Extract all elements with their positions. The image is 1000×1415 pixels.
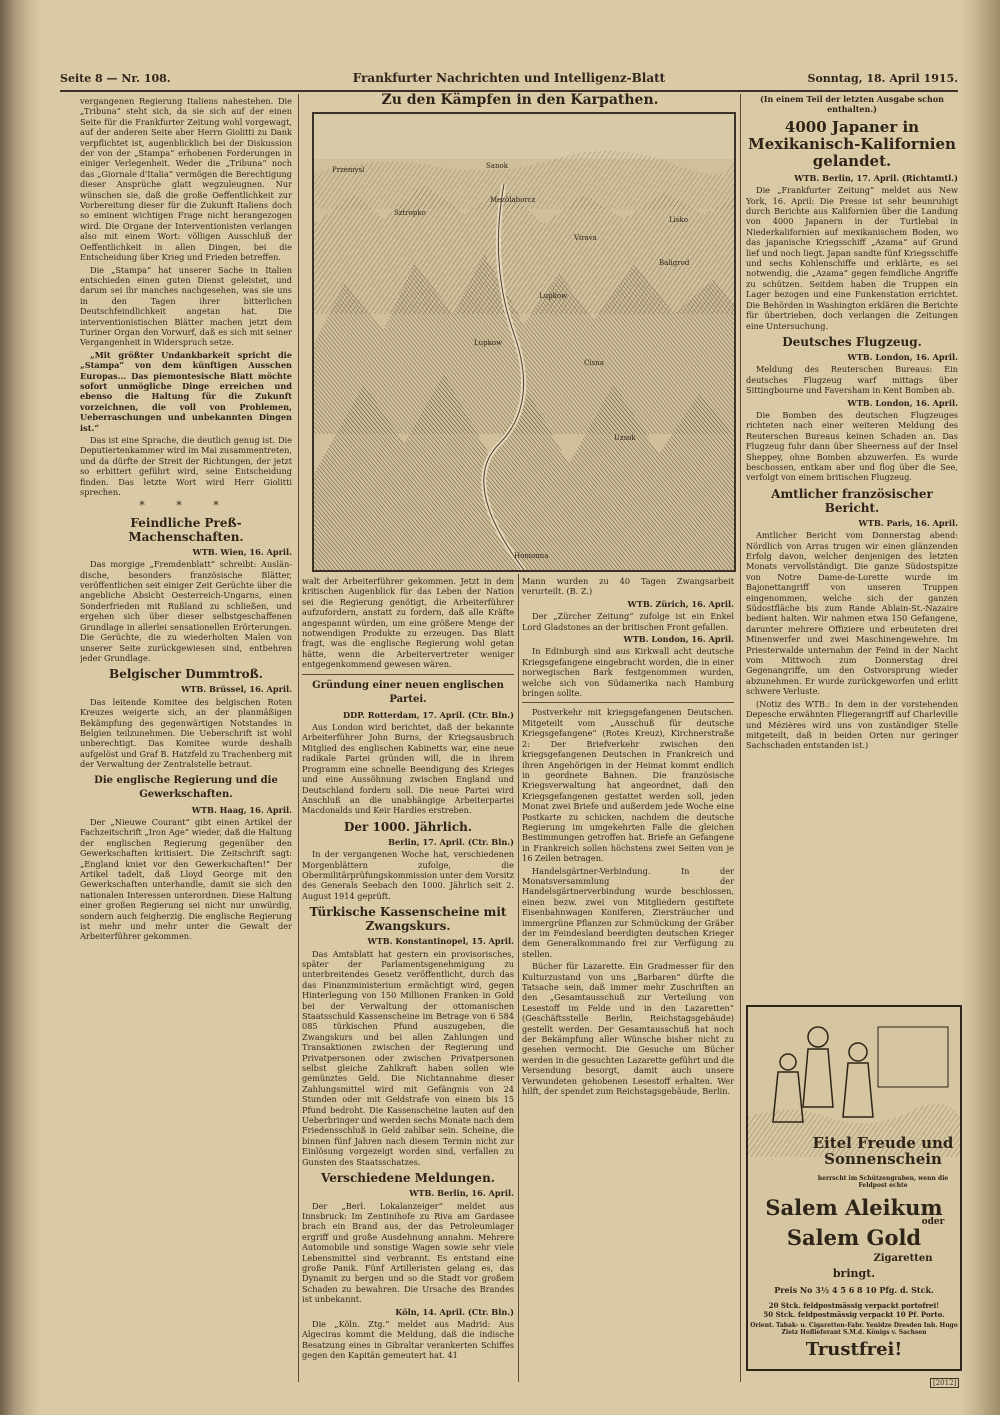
- article-text: Postverkehr mit kriegsgefangenen Deutschen. Mitgeteilt vom „Ausschuß für deutsche Kriegsgefangene“ (Rotes Kreuz), Kirchnerstraße 2: Der Briefverkehr zwischen den kriegsgefangenen Deutschen in Frankreich und ihren Angehörigen in der Heimat kommt endlich in geordnete Bahnen. Die französische Kriegsverwaltung hat angeordnet, daß den Kriegsgefangenen gestattet werden soll, jeden Monat zwei Briefe und außerdem jede Woche eine Postkarte zu schicken, nachdem die deutsche Regierung im umgekehrten Falle die gleichen Bestimmungen getroffen hat. Briefe an Gefangene in Frankreich sollen höchstens zwei Seiten von je 16 Zeilen betragen.: [522, 707, 734, 864]
- ad-offer-20: 20 Stck. feldpostmässig verpackt portofrei!: [768, 1301, 940, 1310]
- header-masthead: Frankfurter Nachrichten und Intelligenz-Blatt: [352, 71, 666, 85]
- headline-1000-jaehrlich: Der 1000. Jährlich.: [343, 819, 473, 834]
- dateline: Berlin, 17. April. (Ctr. Bln.): [388, 836, 514, 847]
- dateline: WTB. Konstantinopel, 15. April.: [367, 936, 514, 947]
- article-text: In Edinburgh sind aus Kirkwall acht deutsche Kriegsgefangene eingebracht worden, die in einer norwegischen Bark festgenommen wurden, welche sich von Südamerika nach Hamburg bringen sollte.: [522, 646, 734, 699]
- article-text: Mann wurden zu 40 Tagen Zwangsarbeit verurteilt. (B. Z.): [522, 576, 734, 597]
- article-text: Meldung des Reuterschen Bureaus: Ein deutsches Flugzeug warf mittags über Sittingbourne und Faversham in Kent Bomben ab.: [746, 364, 958, 396]
- column-separator: [518, 574, 519, 1382]
- ad-manufacturer: Orient. Tabak- u. Cigaretten-Fabr. Yenidze Dresden Inh. Hugo Zietz Hoflieferant S.M.d. Königs v. Sachsen: [750, 1322, 958, 1336]
- dateline: WTB. London, 16. April.: [847, 397, 958, 408]
- ad-brand-salem-aleikum: Salem Aleikum: [765, 1195, 943, 1220]
- article-text: Der „Zürcher Zeitung“ zufolge ist ein Enkel Lord Gladstones an der britischen Front gefallen.: [522, 611, 734, 632]
- page-binding-shadow: [0, 0, 40, 1415]
- mountain-landscape-drawing: [314, 114, 734, 570]
- headline-verschiedene-meldungen: Verschiedene Meldungen.: [321, 1171, 495, 1186]
- map-label: Lupkow: [474, 339, 503, 347]
- section-divider: [522, 702, 734, 703]
- article-text: walt der Arbeiterführer gekommen. Jetzt in dem kritischen Augenblick für das Leben der Nation sei die Regierung genötigt, die Arbeiterführer aufzufordern, anstatt zu fordern, daß alle Kräfte angespannt würden, um eine größere Menge der notwendigen Produkte zu erzeugen. Das Blatt fragt, was die englische Regierung wohl getan hätte, wenn die Arbeitervertreter weniger entgegenkommend gewesen wären.: [302, 576, 514, 670]
- article-text: (Notiz des WTB.: In dem in der vorstehenden Depesche erwähnten Fliegerangriff auf Charleville und Mézières wird uns von zuständiger Stelle mitgeteilt, daß in beiden Orten nur geringer Sachschaden entstanden ist.): [746, 698, 958, 751]
- dateline: WTB. London, 16. April.: [623, 634, 734, 645]
- karpathen-map-illustration: [312, 112, 736, 572]
- dateline: WTB. London, 16. April.: [847, 351, 958, 362]
- column-separator: [740, 94, 741, 1382]
- dateline: Köln, 14. April. (Ctr. Bln.): [395, 1306, 514, 1317]
- dateline: WTB. Brüssel, 16. April.: [181, 684, 292, 695]
- dateline: WTB. Wien, 16. April.: [192, 546, 292, 557]
- article-text: Handelsgärtner-Verbindung. In der Monatsversammlung der Handelsgärtnerverbindung wurde beschlossen, einen bezw. zwei von Mitgliedern gestiftete Eisenbahnwagen Koniferen, Ziersträucher und immergrüne Pflanzen zur Schmückung der Gräber der im Feindesland beerdigten deutschen Krieger dem Generalkommando frei zur Verfügung zu stellen.: [522, 865, 734, 959]
- map-label: Homonna: [514, 552, 549, 560]
- map-label: Lisko: [669, 216, 688, 224]
- ad-oder: oder: [921, 1217, 945, 1227]
- headline-neue-englische-partei: Gründung einer neuen englischen Partei.: [312, 679, 504, 705]
- article-text: Das morgige „Fremdenblatt“ schreibt: Ausländische, besonders französische Blätter, veröffentlichen seit einiger Zeit Gerüchte über die angebliche Absicht Oesterreich-Ungarns, einen Sonderfrieden mit Rußland zu schließen, und ergehen sich über dieser selbstgeschaffenen Grundlage in allerlei sensationellen Erörterungen. Die Gerüchte, die zu wiederholten Malen von unserer Seite zurückgewiesen sind, entbehren jeder Grundlage.: [80, 559, 292, 663]
- page-header: [60, 68, 958, 92]
- column-2: [302, 576, 514, 1380]
- article-text: Der „Berl. Lokalanzeiger“ meldet aus Innsbruck: Im Zentinihofe zu Riva am Gardasee brach ein Brand aus, der das Petroleumlager ergriff und große Ausdehnung annahm. Mehrere Automobile und sonstige Wagen sowie sehr viele Lebensmittel sind verbrannt. Es entstand eine große Panik. Fünf Artilleristen gelang es, das Dynamit zu bergen und so die Stadt vor großem Schaden zu bewahren. Die Ursache des Brandes ist unbekannt.: [302, 1200, 514, 1305]
- map-label: Sanok: [486, 162, 508, 170]
- article-text: Das ist eine Sprache, die deutlich genug ist. Die Deputiertenkammer wird im Mai zusammentreten, und da dürfte der Streit der Richtungen, der jetzt so erbittert geführt wird, seine Entscheidung finden. Das letzte Wort wird Herr Giolitti sprechen.: [80, 435, 292, 498]
- map-label: Mezölaborcz: [490, 196, 536, 204]
- headline-englische-regierung: Die englische Regierung und die Gewerkschaften.: [94, 774, 278, 800]
- article-text: Das Amtsblatt hat gestern ein provisorisches, später der Parlamentsgenehmigung zu unterbreitendes Gesetz veröffentlicht, durch das das Finanzministerium ermächtigt wird, gegen Hinterlegung von 150 Millionen Franken in Gold bei der Verwaltung der ottomanischen Staatsschuld Kassenscheine im Betrage von 6 584 085 türkischen Pfund auszugeben, die Zwangskurs und bei allen Zahlungen und Transaktionen zwischen der Regierung und Privatpersonen oder zwischen Privatpersonen selbst gleiche Zahlkraft haben sollen wie gemünztes Geld. Die Nichtannahme dieser Zahlungsmittel wird mit Gefängnis von 24 Stunden oder mit Geldstrafe von einem bis 15 Pfund bedroht. Die Kassenscheine lauten auf den Ueberbringer und werden sechs Monate nach dem Friedensschluß in Geld zahlbar sein. Scheine, die binnen fünf Jahren nach diesem Termin nicht zur Einlösung vorgezeigt worden sind, verfallen zu Gunsten des Staatsschatzes.: [302, 948, 514, 1167]
- ad-trustfrei: Trustfrei!: [805, 1339, 903, 1360]
- header-page-number: Seite 8 — Nr. 108.: [60, 72, 171, 85]
- ad-bringt: bringt.: [832, 1267, 876, 1280]
- column-3: [522, 576, 734, 1380]
- salem-cigarette-advertisement: [746, 1005, 962, 1371]
- dateline: WTB. Paris, 16. April.: [858, 517, 958, 528]
- headline-tuerkische-kassenscheine: Türkische Kassenscheine mit Zwangskurs.: [309, 905, 507, 934]
- map-title: Zu den Kämpfen in den Karpathen.: [381, 92, 659, 108]
- headline-deutsches-flugzeug: Deutsches Flugzeug.: [782, 334, 922, 349]
- dateline: DDP. Rotterdam, 17. April. (Ctr. Bln.): [343, 709, 514, 720]
- headline-4000-japaner: 4000 Japaner in Mexikanisch-Kalifornien gelandet.: [748, 117, 956, 170]
- map-label: Virava: [574, 234, 597, 242]
- section-divider-stars: * * *: [139, 499, 233, 513]
- map-label: Lupkow: [539, 292, 568, 300]
- ad-slogan: Eitel Freude und Sonnenschein: [812, 1134, 954, 1168]
- article-text: Bücher für Lazarette. Ein Gradmesser für den Kulturzustand von uns „Barbaren“ dürfte die Tatsache sein, daß immer mehr Zuschriften an den „Gesamtausschuß zur Verteilung von Lesestoff im Felde und in den Lazaretten“ (Geschäftsstelle Berlin, Reichstagsgebäude) gestellt werden. Der Gesamtausschuß hat noch der Bekämpfung aller Wünsche bisher nicht zu gesehen vermocht. Die Gesuche um Bücher werden in die gesuchten Lazarette geführt und die Versendung besorgt, damit auch unsere Verwundeten gehobenen Lesestoff erhalten. Wer hilft, der spendet zum Reichstagsgebäude, Berlin.: [522, 961, 734, 1097]
- map-label: Uzsok: [614, 434, 636, 442]
- article-text: Der „Nieuwe Courant“ gibt einen Artikel der Fachzeitschrift „Iron Age“ wieder, daß die Haltung der englischen Regierung gegenüber den Gewerkschaften kritisiert. Die Zeitschrift sagt: „England kniet vor den Gewerkschaften!“ Der Artikel tadelt, daß Lloyd George mit den Gewerkschaften unterhandle, damit sie sich den nationalen Interessen unterordnen. Diese Haltung einer großen Regierung sei nicht nur unwürdig, sondern auch feigherzig. Die englische Regierung ist mehr und mehr unter die Gewalt der Arbeiterführer gekommen.: [80, 816, 292, 942]
- dateline: WTB. Zürich, 16. April.: [627, 598, 734, 609]
- article-quote: „Mit größter Undankbarkeit spricht die „Stampa“ von dem künftigen Ausschen Europas... Das piemontesische Blatt möchte sofort unmögliche Dinge erreichen und ebenso die Haltung für die Zukunft vorzeichnen, die voll von Problemen, Ueberraschungen und unbekannten Dingen ist.“: [80, 349, 292, 433]
- headline-feindliche-presse: Feindliche Preß-Machenschaften.: [128, 515, 244, 544]
- headline-franzoesischer-bericht: Amtlicher französischer Bericht.: [771, 486, 933, 515]
- map-label: Cisna: [584, 359, 604, 367]
- dateline: WTB. Haag, 16. April.: [191, 804, 292, 815]
- ad-zigaretten: Zigaretten: [873, 1253, 933, 1264]
- dateline: WTB. Berlin, 16. April.: [409, 1188, 514, 1199]
- section-divider: [302, 674, 514, 675]
- header-date: Sonntag, 18. April 1915.: [807, 72, 958, 85]
- dateline: WTB. Berlin, 17. April. (Richtamtl.): [794, 172, 958, 183]
- article-text: In der vergangenen Woche hat, verschiedenen Morgenblättern zufolge, die Obermilitärprüfungskommission unter dem Vorsitz des Generals Seebach den 1000. Jährlich seit 2. August 1914 geprüft.: [302, 849, 514, 901]
- map-label: Sztropko: [394, 209, 426, 217]
- ad-brand-salem-gold: Salem Gold: [786, 1225, 922, 1250]
- ad-prices: Preis No 3½ 4 5 6 8 10 Pfg. d. Stck.: [774, 1285, 934, 1295]
- footer-code: [2012]: [930, 1378, 959, 1388]
- edition-note: (In einem Teil der letzten Ausgabe schon enthalten.): [760, 94, 944, 115]
- article-text: Aus London wird berichtet, daß der bekannte Arbeiterführer John Burns, der Kriegsausbruch Mitglied des englischen Kabinetts war, eine neue radikale Partei gründen will, die in ihrem Programm eine schnelle Beendigung des Krieges und eine Aussöhnung zwischen England und Deutschland fordern soll. Die neue Partei wird Anschluß an die unabhängige Arbeiterpartei Macdonalds und Keir Hardies erstreben.: [302, 722, 514, 816]
- headline-belgischer-dummtross: Belgischer Dummtroß.: [109, 667, 263, 682]
- page-edge-shadow: [960, 0, 1000, 1415]
- column-separator: [298, 94, 299, 1382]
- map-label: Baligrod: [659, 259, 690, 267]
- ad-offer-50: 50 Stck. feldpostmässig verpackt 10 Pf. Porto.: [763, 1310, 945, 1319]
- article-text: vergangenen Regierung Italiens nahestehen. Die „Tribuna“ steht sich, da sie sich auf der einen Seite für die Frankfurter Zeitung wohl vorgewagt, auf der anderen Seite aber Herrn Giolitti zu Dank verpflichtet ist, augenblicklich bei der Diskussion der von der „Stampa“ erhobenen Forderungen in einiger Verlegenheit. Weder die „Tribuna“ noch das „Giornale d'Italia“ vermögen die Berechtigung dieser Ansprüche glatt wegzuleugnen. Nur wünschen sie, daß die große Oeffentlichkeit zur Vorbereitung dieser für die Zukunft Italiens doch so eminent wichtigen Frage nicht herangezogen wird. Die Organe der Interventionisten verlangen also mit einem Wort: völligen Ausschluß der Oeffentlichkeit in allen Dingen, bei die Entscheidung über Krieg und Frieden betreffen.: [80, 96, 292, 263]
- column-1: [80, 96, 292, 1380]
- article-text: Amtlicher Bericht vom Donnerstag abend: Nördlich von Arras trugen wir einen glänzenden Erfolg davon, welcher denjenigen des letzten Monats vervollständigt. Die ganze Südostspitze von Notre Dame-de-Lorette wurde im Bajonettangriff von unseren Truppen eingenommen, welche sich der ganzen Südostfläche bis zum Rande Ablain-St.-Nazaire bedient halten. Wir nahmen etwa 150 Gefangene, darunter mehrere Offiziere und erbeuteten drei Minenwerfer und zwei Maschinengewehre. Im Priesterwalde unternahm der Feind in der Nacht vom Mittwoch zum Donnerstag drei Gegenangriffe, um den Ostvorsprung wieder abzunehmen. Er wurde zurückgeworfen und erlitt schwere Verluste.: [746, 530, 958, 697]
- article-text: Das leitende Komitee des belgischen Roten Kreuzes weigerte sich, an der planmäßigen Bekämpfung des gegenwärtigen Notstandes in Belgien teilzunehmen. Die Ueberschrift ist wohl unberechtigt. Das Komitee wurde deshalb aufgelöst und Graf B. Hatzfeld zu Trachenberg mit der Verwaltung der Zentralstelle betraut.: [80, 696, 292, 770]
- column-4: [746, 94, 958, 998]
- article-text: Die „Köln. Ztg.“ meldet aus Madrid: Aus Algeciras kommt die Meldung, daß die indische Besatzung eines in Gibraltar verankerten Schiffes gegen den Kapitän gemeutert hat. 41: [302, 1318, 514, 1361]
- map-label: Przemysl: [332, 166, 365, 174]
- article-text: Die „Stampa“ hat unserer Sache in Italien entschieden einen guten Dienst geleistet, und darum sei ihr manches nachgesehen, was sie uns in den Tagen ihrer bitterlichen Deutschfeindlichkeit angetan hat. Die interventionistischen Blätter machen jetzt dem Turiner Organ den Vorwurf, daß es sich mit seiner Vergangenheit in Widerspruch setze.: [80, 264, 292, 348]
- ad-subslogan: herrscht im Schützengraben, wenn die Feldpost echte: [817, 1175, 949, 1189]
- article-text: Die Bomben des deutschen Flugzeuges richteten nach einer weiteren Meldung des Reuterschen Bureaus keinen Schaden an. Das Flugzeug fuhr dann über Sheerness auf der Insel Sheppey, ohne Bomben abzuwerfen. Es wurde beschossen, entkam aber und flog über die See, verfolgt von einem britischen Flugzeug.: [746, 409, 958, 483]
- article-text: Die „Frankfurter Zeitung“ meldet aus New York, 16. April: Die Presse ist sehr beunruhigt durch Berichte aus Kalifornien über die Landung von 4000 Japanern in der Turtlebai in Niederkalifornien auf mexikanischem Boden, wo das japanische Kriegsschiff „Azama“ auf Grund lief und noch liegt. Japan sandte fünf Kriegsschiffe und sechs Kohlenschiffe und erklärte, es sei notwendig, die „Azama“ gegen feindliche Angriffe zu schützen. Seitdem haben die Truppen ein Lager bezogen und eine Funkenstation errichtet. Die Behörden in Washington erklären die Berichte für übertrieben, doch verlangen die Zeitungen eine Untersuchung.: [746, 185, 958, 331]
